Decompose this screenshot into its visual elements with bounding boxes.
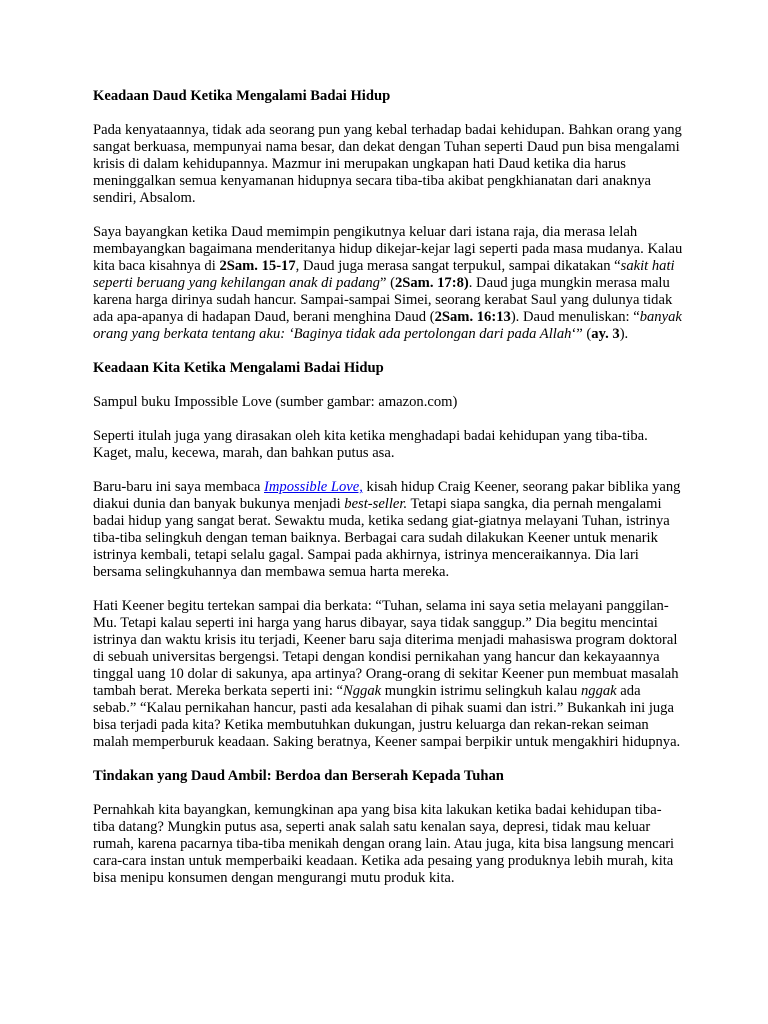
text-run: ‘” ( — [571, 326, 592, 342]
heading-kita-badai: Keadaan Kita Ketika Mengalami Badai Hidup — [93, 360, 384, 376]
scripture-ref: 2Sam. 17:8) — [394, 275, 469, 291]
scripture-quote: sakit hati seperti beruang yang kehilangan anak di padang — [93, 258, 675, 291]
text-run: Saya bayangkan ketika Daud memimpin pengikutnya keluar dari istana raja, dia merasa lelah membayangkan bagaimana menderitanya hidup dikejar-kejar lagi seperti pada masa mudanya. Kalau kita baca kisahnya di — [93, 224, 683, 274]
scripture-ref: 2Sam. 16:13 — [434, 309, 511, 325]
text-run: , Daud juga merasa sangat terpukul, sampai dikatakan “ — [295, 258, 621, 274]
emphasis: best-seller. — [344, 496, 408, 512]
scripture-ref: 2Sam. 15-17 — [219, 258, 296, 274]
text-run: ” ( — [379, 275, 395, 291]
paragraph-keener-story — [93, 479, 683, 581]
scripture-quote: banyak orang yang berkata tentang aku: ‘Baginya tidak ada pertolongan dari pada Allah — [93, 309, 682, 342]
paragraph-intro: Pada kenyataannya, tidak ada seorang pun yang kebal terhadap badai kehidupan. Bahkan orang yang sangat berkuasa, mempunyai nama besar, dan dekat dengan Tuhan seperti Daud pun bisa mengalami krisis di dalam kehidupannya. Mazmur ini merupakan ungkapan hati Daud ketika dia harus meninggalkan semua kenyamanan hidupnya secara tiba-tiba akibat pengkhianatan dari anaknya sendiri, Absalom. — [93, 122, 682, 206]
heading-daud-badai: Keadaan Daud Ketika Mengalami Badai Hidup — [93, 88, 391, 104]
text-run: Hati Keener begitu tertekan sampai dia berkata: “Tuhan, selama ini saya setia melayani panggilan-Mu. Tetapi kalau seperti ini harga yang harus dibayar, saya tidak sanggup.” Dia begitu mencintai istrinya dan waktu krisis itu terjadi, Keener baru saja diterima menjadi mahasiswa program doktoral di sebuah universitas bergengsi. Tetapi dengan kondisi pernikahan yang hancur dan kekayaannya tinggal uang 10 dolar di sakunya, apa artinya? Orang-orang di sekitar Keener pun membuat masalah tambah berat. Mereka berkata seperti ini: “ — [93, 598, 679, 699]
text-run: ada sebab.” “Kalau pernikahan hancur, pasti ada kesalahan di pihak suami dan istri.” Bukankah ini juga bisa terjadi pada kita? Ketika membutuhkan dukungan, justru keluarga dan rekan-rekan seiman malah memperburuk keadaan. Saking beratnya, Keener sampai berpikir untuk mengakhiri hidupnya. — [93, 683, 681, 750]
paragraph-daud-story — [93, 224, 683, 343]
scripture-ref: ay. 3 — [591, 326, 620, 342]
paragraph-possibilities: Pernahkah kita bayangkan, kemungkinan apa yang bisa kita lakukan ketika badai kehidupan tiba-tiba datang? Mungkin putus asa, seperti anak salah satu kenalan saya, depresi, tidak mau keluar rumah, karena pacarnya tiba-tiba menikah dengan orang lain. Atau juga, kita bisa langsung mencari cara-cara instan untuk memperbaiki keadaan. Ketika ada pesaing yang produknya lebih murah, kita bisa menipu konsumen dengan mengurangi mutu produk kita. — [93, 802, 675, 886]
heading-tindakan-daud: Tindakan yang Daud Ambil: Berdoa dan Berserah Kepada Tuhan — [93, 768, 504, 784]
emphasis: Nggak — [343, 683, 382, 699]
text-run: mungkin istrimu selingkuh kalau — [381, 683, 581, 699]
document-body — [93, 88, 683, 904]
paragraph-keener-crisis — [93, 598, 683, 751]
paragraph-feelings: Seperti itulah juga yang dirasakan oleh kita ketika menghadapi badai kehidupan yang tiba-tiba. Kaget, malu, kecewa, marah, dan bahkan putus asa. — [93, 428, 648, 461]
impossible-love-link[interactable]: Impossible Love, — [264, 479, 363, 495]
text-run: Baru-baru ini saya membaca — [93, 479, 264, 495]
text-run: Tetapi siapa sangka, dia pernah mengalami badai hidup yang sangat berat. Sewaktu muda, ketika sedang giat-giatnya melayani Tuhan, istrinya tiba-tiba selingkuh dengan teman baiknya. Berbagai cara sudah dilakukan Keener untuk menarik istrinya kembali, tetapi selalu gagal. Sampai pada akhirnya, istrinya menceraikannya. Dia lari bersama selingkuhannya dan membawa semua harta mereka. — [93, 496, 670, 580]
emphasis: nggak — [580, 683, 617, 699]
text-run: ). Daud menuliskan: “ — [510, 309, 640, 325]
image-caption: Sampul buku Impossible Love (sumber gambar: amazon.com) — [93, 394, 458, 410]
text-run: . Daud juga mungkin merasa malu karena harga dirinya sudah hancur. Sampai-sampai Simei, seorang kerabat Saul yang dulunya tidak ada apa-apanya di hadapan Daud, berani menghina Daud ( — [93, 275, 673, 325]
text-run: kisah hidup Craig Keener, seorang pakar biblika yang diakui dunia dan banyak bukunya menjadi — [93, 479, 681, 512]
text-run: ). — [619, 326, 629, 342]
